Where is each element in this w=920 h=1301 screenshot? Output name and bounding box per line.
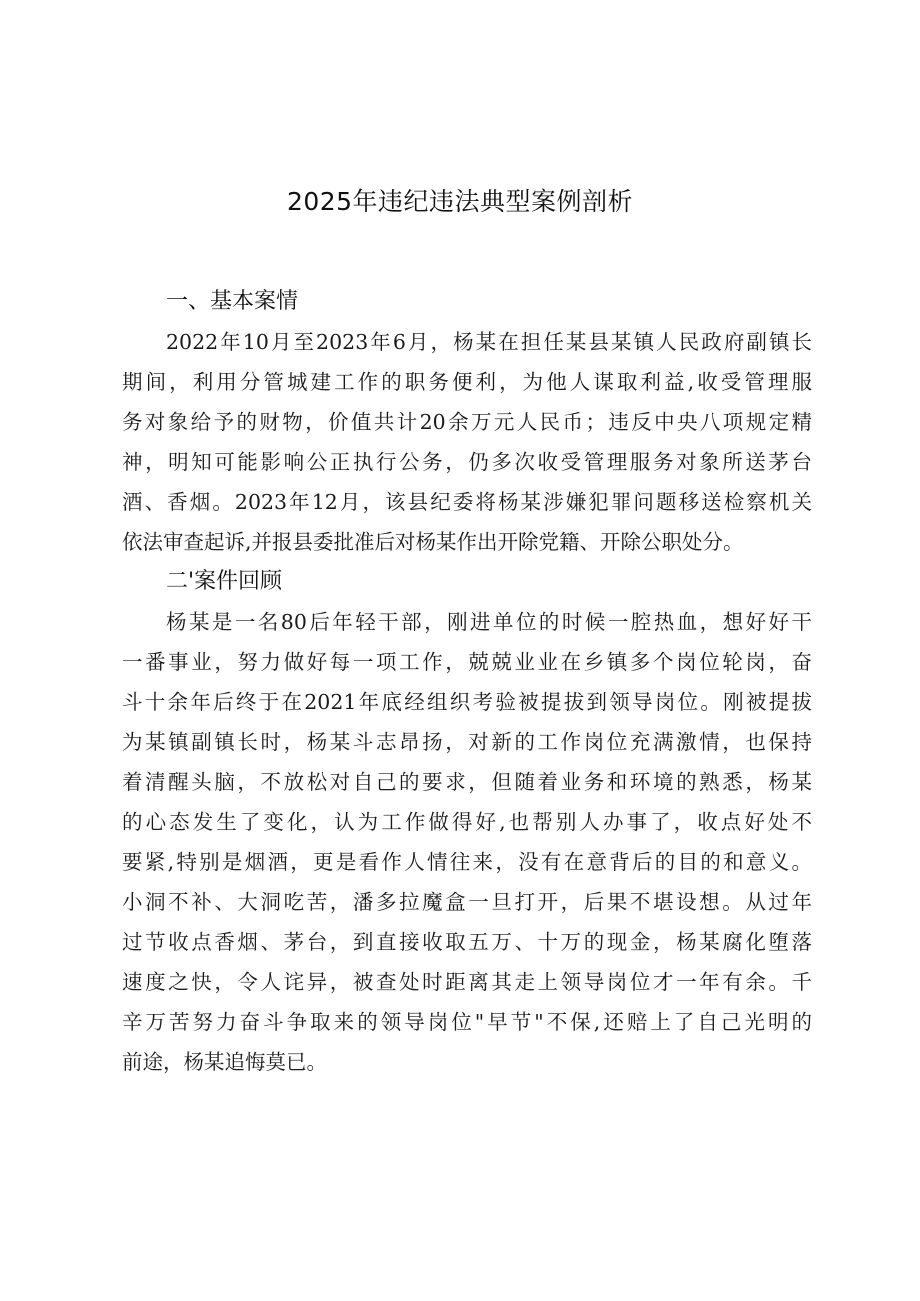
paragraph-line: 要紧,特别是烟酒，更是看作人情往来，没有在意背后的目的和意义。 — [122, 850, 812, 874]
paragraph-line: 酒、香烟。2023年12月，该县纪委将杨某涉嫌犯罪问题移送检察机关 — [122, 490, 812, 514]
paragraph-line: 务对象给予的财物，价值共计20余万元人民币；违反中央八项规定精 — [122, 410, 812, 434]
paragraph-line: 神，明知可能影响公正执行公务，仍多次收受管理服务对象所送茅台 — [122, 450, 812, 474]
paragraph-line: 着清醒头脑，不放松对自己的要求，但随着业务和环境的熟悉，杨某 — [122, 770, 812, 794]
paragraph-line: 2022年10月至2023年6月，杨某在担任某县某镇人民政府副镇长 — [166, 330, 812, 354]
section-heading-basic-facts: 一、基本案情 — [166, 289, 299, 314]
document-title: 2025年违纪违法典型案例剖析 — [286, 187, 634, 216]
paragraph-line: 一番事业，努力做好每一项工作，兢兢业业在乡镇多个岗位轮岗，奋 — [122, 650, 812, 674]
document-body — [122, 282, 812, 1082]
paragraph-line: 依法审查起诉,并报县委批准后对杨某作出开除党籍、开除公职处分。 — [122, 530, 744, 554]
paragraph-line: 辛万苦努力奋斗争取来的领导岗位"早节"不保,还赔上了自己光明的 — [122, 1010, 812, 1034]
section-paragraph-basic-facts — [122, 322, 812, 562]
paragraph-line: 过节收点香烟、茅台，到直接收取五万、十万的现金，杨某腐化堕落 — [122, 930, 812, 954]
paragraph-line: 为某镇副镇长时，杨某斗志昂扬，对新的工作岗位充满激情，也保持 — [122, 730, 812, 754]
section-heading-case-review: 二'案件回顾 — [166, 569, 283, 594]
paragraph-line: 小洞不补、大洞吃苦，潘多拉魔盒一旦打开，后果不堪设想。从过年 — [122, 890, 812, 914]
paragraph-line: 的心态发生了变化，认为工作做得好,也帮别人办事了，收点好处不 — [122, 810, 812, 834]
section-paragraph-case-review — [122, 602, 812, 1082]
paragraph-line: 杨某是一名80后年轻干部，刚进单位的时候一腔热血，想好好干 — [166, 610, 812, 634]
paragraph-line: 期间，利用分管城建工作的职务便利，为他人谋取利益,收受管理服 — [122, 370, 812, 394]
paragraph-line: 前途，杨某追悔莫已。 — [122, 1050, 327, 1074]
paragraph-line: 速度之快，令人诧异，被查处时距离其走上领导岗位才一年有余。千 — [122, 970, 812, 994]
paragraph-line: 斗十余年后终于在2021年底经组织考验被提拔到领导岗位。刚被提拔 — [122, 690, 812, 714]
